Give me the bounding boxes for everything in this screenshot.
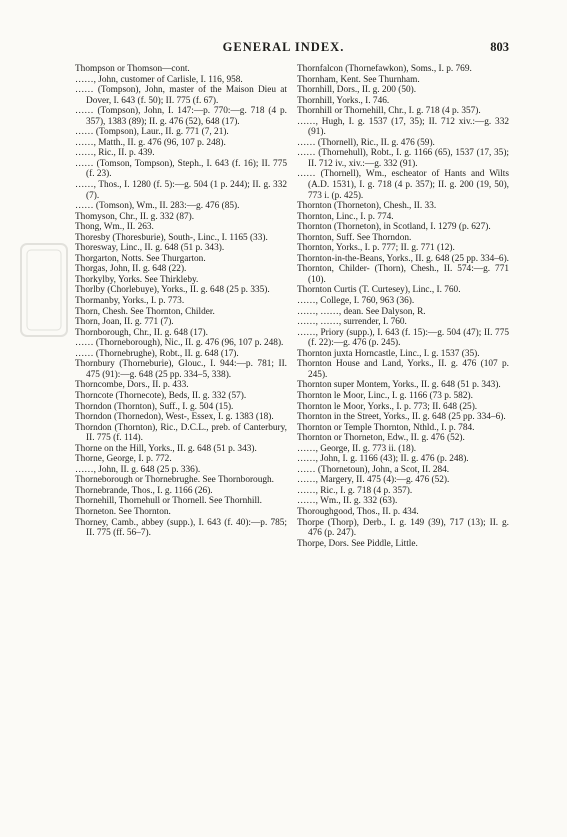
index-entry: Thorkylby, Yorks. See Thirkleby.: [75, 274, 199, 285]
index-entry: ……, Ric., II. p. 439.: [75, 148, 155, 159]
index-entry: ……, Margery, II. 475 (4):—g. 476 (52).: [297, 475, 450, 486]
index-entry: ……, Matth., II. g. 476 (96, 107 p. 248).: [75, 137, 226, 148]
index-entry: Thornton in the Street, Yorks., II. g. 648 (25 pp. 334–6).: [297, 412, 506, 423]
index-entry: Thornton or Temple Thornton, Nthld., I. p. 784.: [297, 422, 475, 433]
index-entry: Thong, Wm., II. 263.: [75, 222, 154, 233]
right-index-column: [297, 64, 509, 549]
index-entry: ……, ……, surrender, I. 760.: [297, 317, 407, 328]
index-entry: Thornhill, Dors., II. g. 200 (50).: [297, 85, 417, 96]
index-entry: ……, Hugh, I. g. 1537 (17, 35); II. 712 xiv.:—g. 332 (91).: [297, 116, 509, 138]
index-entry: Thornham, Kent. See Thurnham.: [297, 74, 420, 85]
page-header: [0, 40, 567, 58]
index-entry: Thornton juxta Horncastle, Linc., I. g. 1537 (35).: [297, 348, 480, 359]
index-entry: ……, John, I. g. 1166 (43); II. g. 476 (p. 248).: [297, 454, 469, 465]
index-entry: …… (Thorneborough), Nic., II. g. 476 (96, 107 p. 248).: [75, 338, 284, 349]
index-entry: Thorndon (Thornton), Ric., D.C.L., preb. of Canterbury, II. 775 (f. 114).: [75, 422, 287, 444]
index-entry: Thornton Curtis (T. Curtesey), Linc., I. 760.: [297, 285, 461, 296]
page-number: 803: [490, 40, 509, 54]
index-entry: ……, Thos., I. 1280 (f. 5):—g. 504 (1 p. 244); II. g. 332 (7).: [75, 180, 287, 201]
index-entry: ……, John, customer of Carlisle, I. 116, 958.: [75, 74, 243, 85]
index-entry: Thorne on the Hill, Yorks., II. g. 648 (51 p. 343).: [75, 443, 257, 454]
index-entry: …… (Thornebrughe), Robt., II. g. 648 (17).: [75, 348, 239, 359]
index-entry: Thornton le Moor, Yorks., I. p. 773; II. 648 (25).: [297, 401, 478, 412]
index-entry: Thorn, Joan, II. g. 771 (7).: [75, 317, 174, 328]
index-entry: Thorne, George, I. p. 772.: [75, 454, 172, 465]
index-entry: …… (Tomson), Wm., II. 283:—g. 476 (85).: [75, 201, 240, 212]
index-entry: Thornton or Thorneton, Edw., II. g. 476 (52).: [297, 433, 465, 444]
index-entry: ……, John, II. g. 648 (25 p. 336).: [75, 464, 201, 475]
index-entry: Thorlby (Chorlebuye), Yorks., II. g. 648 (25 p. 335).: [75, 285, 270, 296]
page-title: GENERAL INDEX.: [222, 40, 345, 54]
index-entry: Thornton (Thorneton), Chesh., II. 33.: [297, 201, 437, 212]
index-entry: …… (Tompson), John, master of the Maison Dieu at Dover, I. 643 (f. 50); II. 775 (f. 67).: [75, 85, 287, 106]
index-entry: ……, College, I. 760, 963 (36).: [297, 296, 415, 307]
index-entry: Thorndon (Thornton), Suff., I. g. 504 (15).: [75, 401, 234, 412]
index-entry: ……, ……, dean. See Dalyson, R.: [297, 306, 426, 317]
index-entry: Thornborough, Chr., II. g. 648 (17).: [75, 327, 208, 338]
index-entry: Thorpe, Dors. See Piddle, Little.: [297, 538, 418, 549]
index-entry: Thorneton. See Thornton.: [75, 506, 171, 517]
index-entry: Thornton, Yorks., I. p. 777; II. g. 771 (12).: [297, 243, 455, 254]
watermark-seal: [17, 240, 71, 340]
index-entry: Thoresway, Linc., II. g. 648 (51 p. 343).: [75, 243, 225, 254]
index-entry: Thornton le Moor, Linc., I. g. 1166 (73 p. 582).: [297, 390, 473, 401]
index-entry: …… (Thornetoun), John, a Scot, II. 284.: [297, 464, 450, 475]
index-entry: Thornton (Thorneton), in Scotland, I. 1279 (p. 627).: [297, 222, 491, 233]
index-entry: Thorndon (Thornedon), West-, Essex, I. g. 1383 (18).: [75, 412, 274, 423]
index-entry: Thorncombe, Dors., II. p. 433.: [75, 380, 189, 391]
index-entry: Thornton House and Land, Yorks., II. g. 476 (107 p. 245).: [297, 359, 509, 380]
index-entry: Thornfalcon (Thornefawkon), Soms., I. p. 769.: [297, 64, 472, 74]
index-entry: Thornton, Childer- (Thorn), Chesh., II. 574:—g. 771 (10).: [297, 264, 509, 285]
index-entry: ……, George, II. g. 773 ii. (18).: [297, 443, 417, 454]
index-entry: ……, Wm., II. g. 332 (63).: [297, 496, 398, 507]
index-entry: Thornton, Suff. See Thorndon.: [297, 232, 412, 243]
index-entry: …… (Tomson, Tompson), Steph., I. 643 (f. 16); II. 775 (f. 23).: [75, 158, 287, 180]
index-entry: Thornhill, Yorks., I. 746.: [297, 95, 390, 106]
index-entry: …… (Thornell), Wm., escheator of Hants and Wilts (A.D. 1531), I. g. 718 (4 p. 357); II. g. 200 (19, 50), 773 i. (p. 425).: [297, 169, 509, 201]
index-entry: Thorgarton, Notts. See Thurgarton.: [75, 253, 206, 264]
index-entry: Thornton super Montem, Yorks., II. g. 648 (51 p. 343).: [297, 380, 501, 391]
index-entry: Thoroughgood, Thos., II. p. 434.: [297, 506, 419, 517]
left-index-column: [75, 64, 287, 539]
index-entry: Thorn, Chesh. See Thornton, Childer.: [75, 306, 215, 317]
index-entry: Thormanby, Yorks., I. p. 773.: [75, 296, 185, 307]
index-entry: Thorneborough or Thornebrughe. See Thornborough.: [75, 475, 274, 486]
index-entry: Thorpe (Thorp), Derb., I. g. 149 (39), 717 (13); II. g. 476 (p. 247).: [297, 517, 509, 539]
index-entry: ……, Priory (supp.), I. 643 (f. 15):—g. 504 (47); II. 775 (f. 22):—g. 476 (p. 245).: [297, 327, 509, 349]
index-entry: …… (Thornehull), Robt., I. g. 1166 (65), 1537 (17, 35); II. 712 iv., xiv.:—g. 332 (91).: [297, 148, 509, 169]
index-entry: Thorgas, John, II. g. 648 (22).: [75, 264, 187, 275]
index-entry: Thornton-in-the-Beans, Yorks., II. g. 648 (25 pp. 334–6).: [297, 253, 509, 264]
index-entry: Thorncote (Thornecote), Beds, II. g. 332 (57).: [75, 390, 247, 401]
index-entry: Thoresby (Thoresburie), South-, Linc., I. 1165 (33).: [75, 232, 268, 243]
index-entry: …… (Tompson), Laur., II. g. 771 (7, 21).: [75, 127, 229, 138]
index-entry: ……, Ric., I. g. 718 (4 p. 357).: [297, 485, 413, 496]
index-entry: …… (Tompson), John, I. 147:—p. 770:—g. 718 (4 p. 357), 1383 (89); II. g. 476 (52), 648 (17).: [75, 106, 287, 127]
index-entry: Thompson or Thomson—cont.: [75, 64, 190, 74]
index-entry: …… (Thornell), Ric., II. g. 476 (59).: [297, 137, 435, 148]
index-entry: Thorney, Camb., abbey (supp.), I. 643 (f. 40):—p. 785; II. 775 (ff. 56–7).: [75, 517, 287, 539]
index-entry: Thornton, Linc., I. p. 774.: [297, 211, 394, 222]
index-entry: Thornbury (Thorneburie), Glouc., I. 944:—p. 781; II. 475 (91):—g. 648 (25 pp. 334–5, 338).: [75, 359, 287, 380]
index-entry: Thornhill or Thornehill, Chr., I. g. 718 (4 p. 357).: [297, 106, 481, 117]
index-entry: Thornehill, Thornehull or Thornell. See Thornhill.: [75, 496, 262, 507]
index-entry: Thornebrande, Thos., I. g. 1166 (26).: [75, 485, 213, 496]
index-entry: Thomyson, Chr., II. g. 332 (87).: [75, 211, 195, 222]
